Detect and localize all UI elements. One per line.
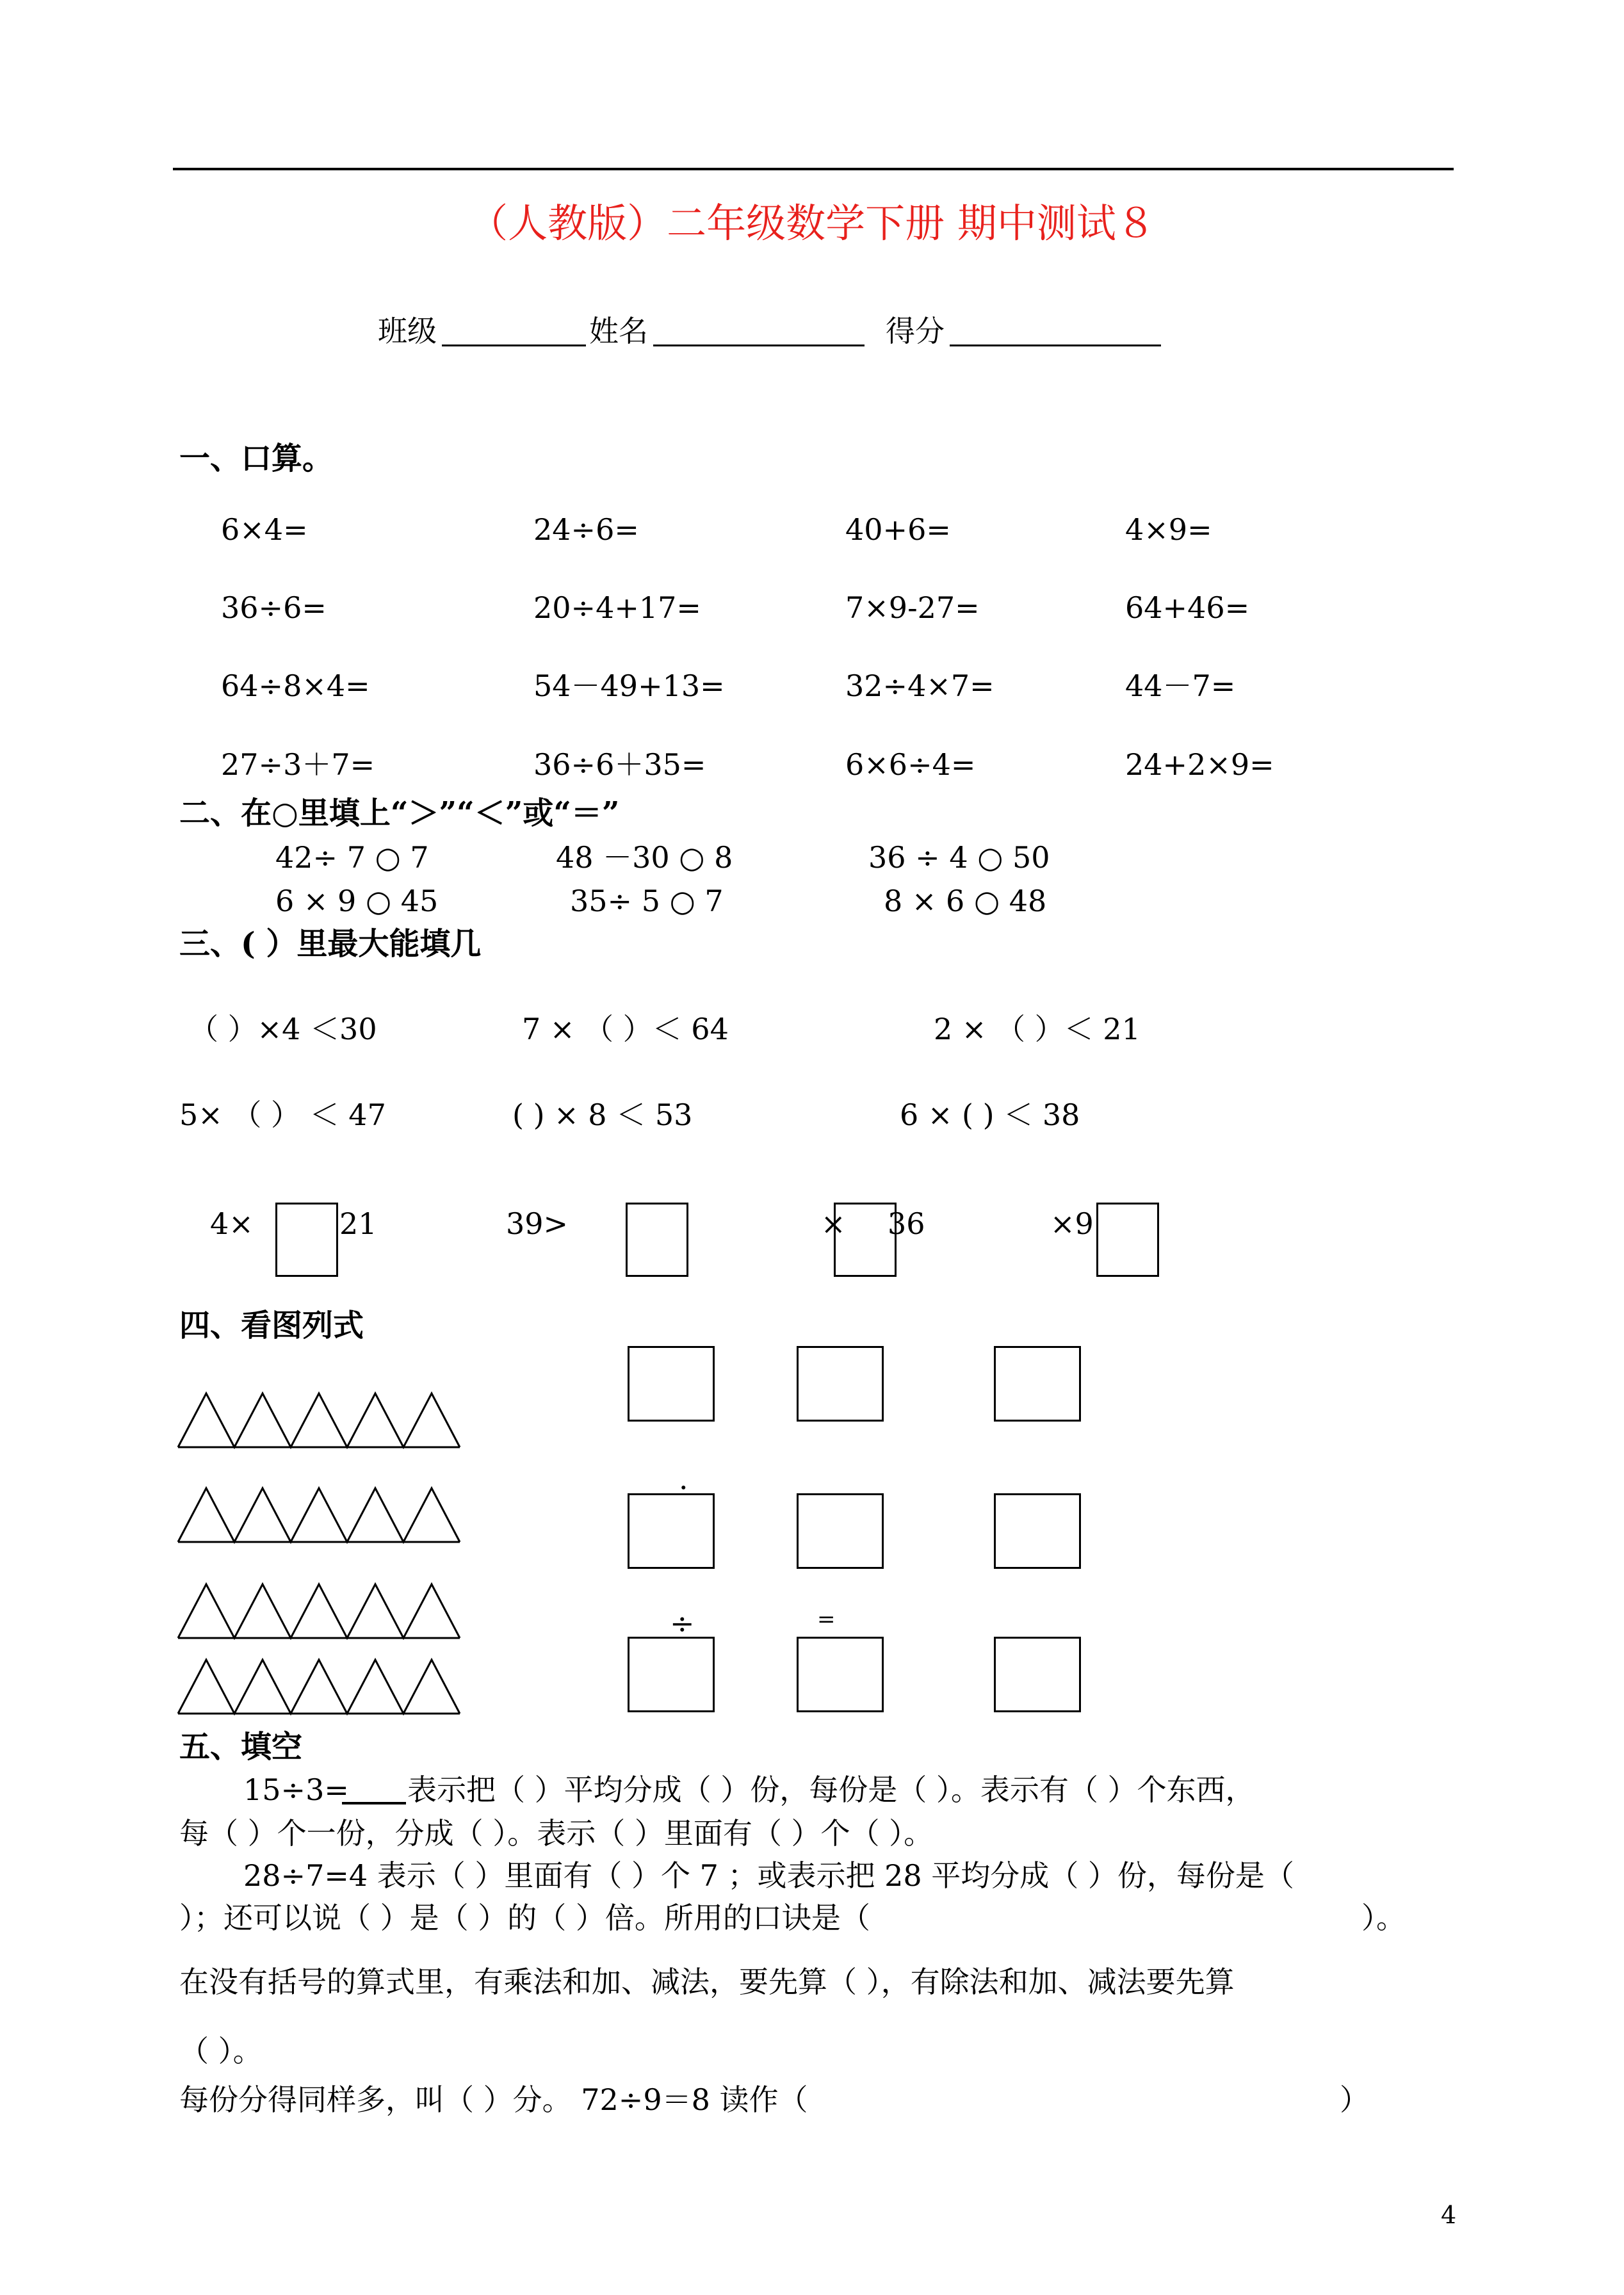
oral-calc-item: 40+6= [845,512,951,547]
answer-box[interactable] [797,1493,884,1569]
oral-calc-item: 44－7= [1125,669,1236,703]
name-blank[interactable] [653,345,865,346]
name-label: 姓名 [589,314,648,348]
oral-calc-item: 36÷6＋35= [533,747,706,782]
equals-sign: = [817,1607,836,1632]
fill-line-6: （ ）。 [179,2034,263,2068]
section-2-heading: 二、在○里填上“＞”“＜”或“＝” [179,795,620,831]
max-fill-item: 6 × ( ) ＜ 38 [900,1098,1080,1132]
compare-item: 48 －30 ○ 8 [556,840,733,875]
oral-calc-item: 27÷3＋7= [221,747,375,782]
max-fill-item: ( ) × 8 ＜ 53 [512,1098,693,1132]
division-sign: ÷ [670,1606,695,1641]
answer-box[interactable] [628,1346,715,1422]
compare-item: 35÷ 5 ○ 7 [570,884,724,918]
class-blank[interactable] [442,345,586,346]
fill-line-1a: 15÷3= [243,1772,349,1807]
box-eq-text: × [821,1206,846,1241]
fill-line-5: 在没有括号的算式里，有乘法和加、减法，要先算（ ），有除法和加、减法要先算 [179,1965,1235,1999]
fill-line-2: 每（ ）个一份，分成（ ）。表示（ ）里面有（ ）个（ ）。 [179,1816,934,1851]
oral-calc-item: 4×9= [1125,512,1212,547]
answer-box[interactable] [797,1637,884,1712]
page-number: 4 [1441,2201,1457,2229]
section-5-heading: 五、填空 [179,1729,303,1765]
fill-line-1b: 表示把（ ）平均分成（ ）份，每份是（ ）。表示有（ ）个东西， [407,1772,1255,1807]
oral-calc-item: 6×4= [221,512,308,547]
oral-calc-item: 20÷4+17= [533,590,701,625]
oral-calc-item: 64+46= [1125,590,1250,625]
answer-box[interactable] [628,1493,715,1569]
score-blank[interactable] [950,345,1161,346]
answer-box[interactable] [834,1203,897,1277]
answer-box[interactable] [1096,1203,1159,1277]
answer-box[interactable] [994,1637,1081,1712]
answer-box[interactable] [626,1203,688,1277]
page-title: （人教版）二年级数学下册 期中测试８ [468,200,1156,247]
fill-line-7: 每份分得同样多，叫（ ）分。 72÷9＝8 读作（ [179,2082,808,2117]
triangle-row [177,1391,464,1450]
section-3-heading: 三、( ）里最大能填几 [179,926,482,962]
max-fill-item: 7 × （ ）＜ 64 [522,1012,729,1046]
section-4-heading: 四、看图列式 [179,1308,364,1343]
oral-calc-item: 32÷4×7= [845,669,995,703]
answer-box[interactable] [994,1493,1081,1569]
compare-item: 8 × 6 ○ 48 [884,884,1047,918]
compare-item: 6 × 9 ○ 45 [275,884,439,918]
triangle-row [177,1582,464,1641]
fill-line-7-end: ） [1340,2082,1369,2117]
answer-box[interactable] [797,1346,884,1422]
triangle-row [177,1657,464,1716]
answer-box[interactable] [628,1637,715,1712]
oral-calc-item: 36÷6= [221,590,327,625]
oral-calc-item: 24÷6= [533,512,639,547]
box-eq-text: 21 [339,1206,377,1241]
max-fill-item: 5× （ ） ＜ 47 [179,1098,386,1132]
section-1-heading: 一、口算。 [179,441,334,476]
fill-line-4-end: ）。 [1361,1901,1406,1935]
max-fill-item: （ ）×4 ＜30 [189,1012,377,1046]
oral-calc-item: 54－49+13= [533,669,725,703]
fill-line-4: ）；还可以说（ ）是（ ）的（ ）倍。所用的口诀是（ [179,1901,870,1935]
max-fill-item: 2 × （ ）＜ 21 [934,1012,1141,1046]
oral-calc-item: 64÷8×4= [221,669,370,703]
box-eq-text: 39> [506,1206,569,1241]
oral-calc-item: 24+2×9= [1125,747,1274,782]
score-label: 得分 [886,314,945,348]
top-rule [173,168,1454,170]
box-eq-text: 4× [210,1206,254,1241]
oral-calc-item: 7×9-27= [845,590,980,625]
compare-item: 36 ÷ 4 ○ 50 [868,840,1050,875]
fill-blank[interactable] [342,1802,406,1804]
triangle-row [177,1486,464,1545]
box-eq-text: ×9 [1050,1206,1094,1241]
division-dot: · [679,1470,688,1505]
oral-calc-item: 6×6÷4= [845,747,976,782]
answer-box[interactable] [994,1346,1081,1422]
class-label: 班级 [378,314,437,348]
compare-item: 42÷ 7 ○ 7 [275,840,429,875]
fill-line-3: 28÷7=4 表示（ ）里面有（ ）个 7 ；或表示把 28 平均分成（ ）份，每份是（ [243,1858,1294,1893]
box-eq-text: 36 [888,1206,925,1241]
answer-box[interactable] [275,1203,338,1277]
